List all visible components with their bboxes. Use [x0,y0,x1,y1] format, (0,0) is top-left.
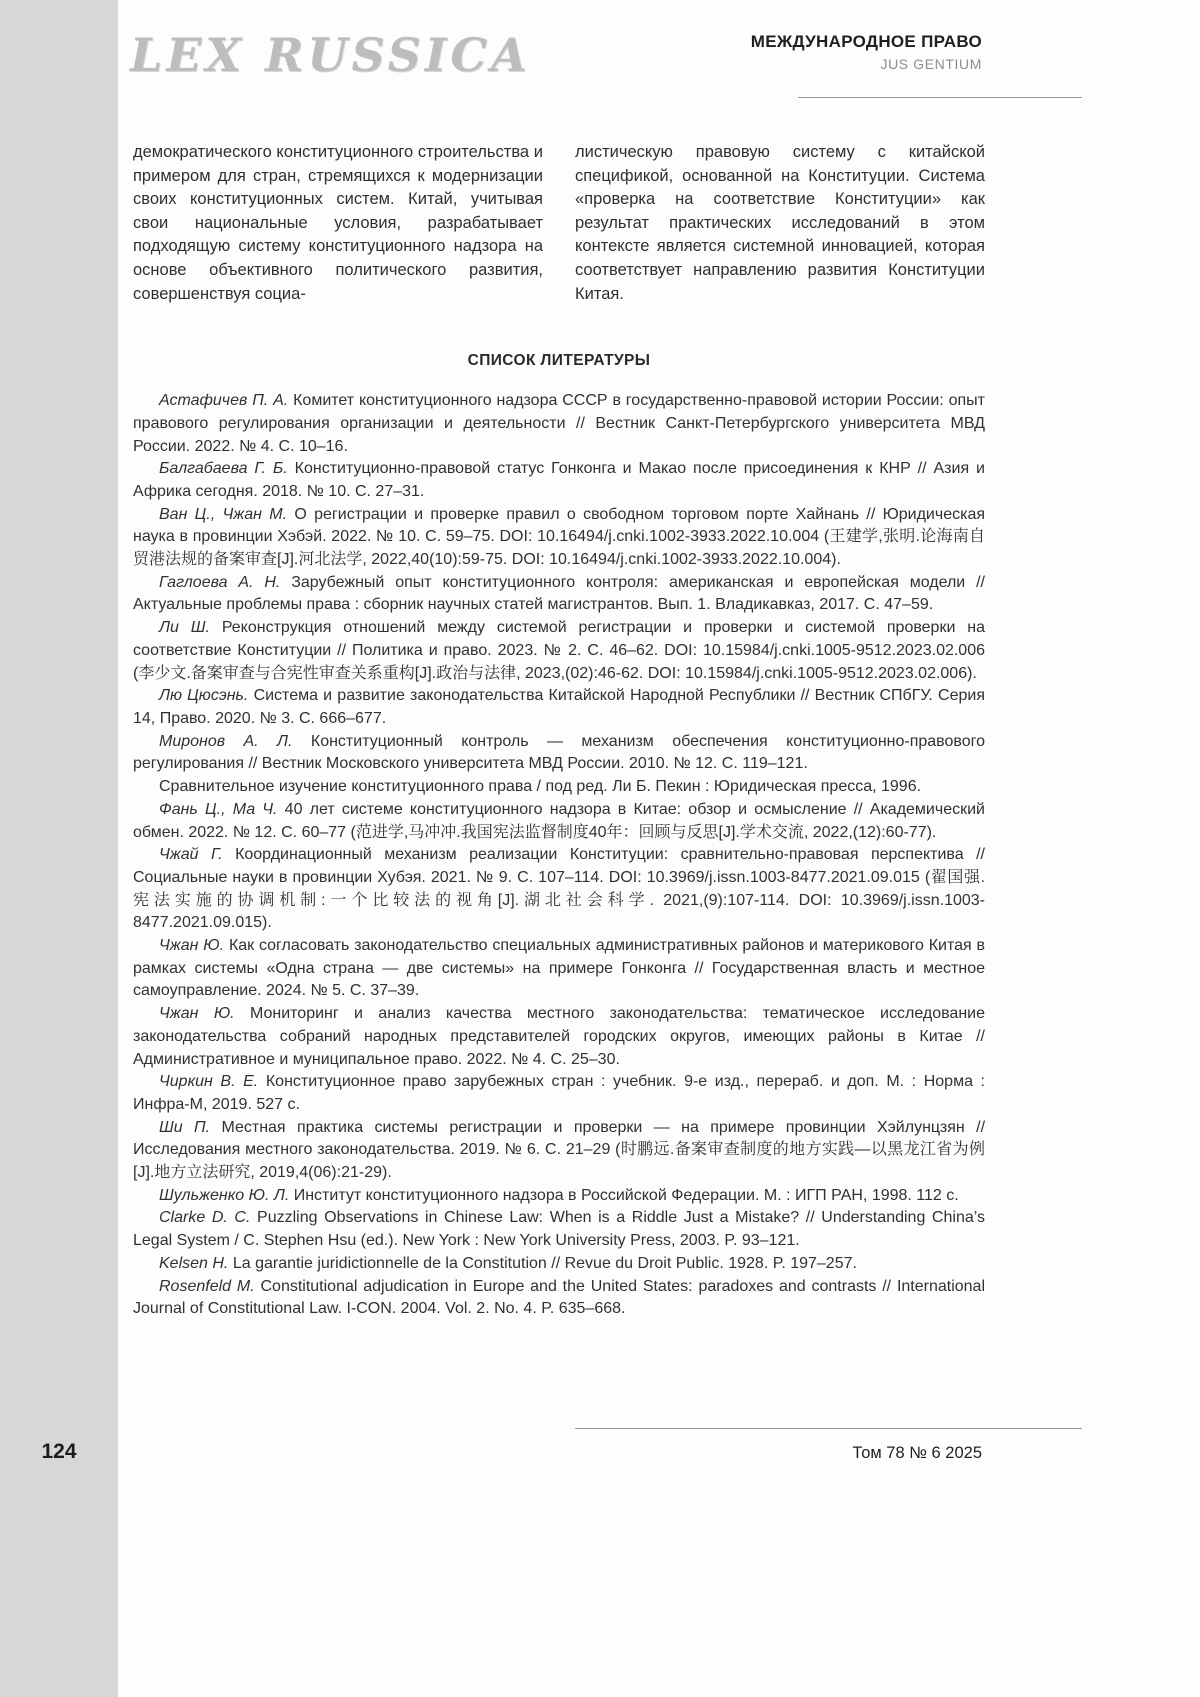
reference-text: Комитет конституционного надзора СССР в государственно-правовой истории России: опыт правового регулирования организации и деятельности // Вестник Санкт-Петербургского университета МВД России. 2022. № 4. С. 10–16. [133,392,985,455]
reference-author: Rosenfeld M. [159,1277,255,1295]
reference-entry [133,685,985,730]
reference-author: Чжай Г. [159,846,223,864]
references-list [133,390,985,1321]
reference-text: О регистрации и проверке правил о свободном торговом порте Хайнань // Юридическая наука в провинции Хэбэй. 2022. № 10. С. 59–75. DOI: 10.16494/j.cnki.1002-3933.2022.10.004 (王建学,张明.论海南自贸港法规的备案审查[J].河北法学, 2022,40(10):59-75. DOI: 10.16494/j.cnki.1002-3933.2022.10.004). [133,505,986,569]
section-header [751,32,982,72]
reference-entry [133,1117,985,1185]
reference-entry [133,844,985,935]
reference-text: Мониторинг и анализ качества местного законодательства: тематическое исследование законодательства собраний народных представителей городских округов, имеющих районы в Китае // Административное и муниципальное право. 2022. № 4. С. 25–30. [133,1005,986,1068]
reference-entry [133,617,985,685]
reference-text: Конституционный контроль — механизм обеспечения конституционно-правового регулирования // Вестник Московского университета МВД России. 2010. № 12. С. 119–121. [133,732,985,773]
reference-text: 40 лет системе конституционного надзора в Китае: обзор и осмысление // Академический обмен. 2022. № 12. С. 60–77 (范进学,马冲冲.我国宪法监督制度40年：回顾与反思[J].学术交流, 2022,(12):60-77). [133,800,985,841]
reference-text: Конституционное право зарубежных стран : учебник. 9-е изд., перераб. и доп. М. : Норма : Инфра-М, 2019. 527 с. [133,1073,986,1113]
reference-entry [133,390,985,458]
reference-entry [133,1185,985,1208]
page-number: 124 [41,1440,77,1463]
reference-author: Астафичев П. А. [159,392,289,410]
reference-entry [133,1071,985,1116]
reference-text: Институт конституционного надзора в Российской Федерации. М. : ИГП РАН, 1998. 112 с. [293,1186,959,1204]
reference-text: Puzzling Observations in Chinese Law: When is a Riddle Just a Mistake? // Understanding China’s Legal System / C. Stephen Hsu (ed.). New York : New York University Press, 2003. P. 93–121. [133,1209,986,1250]
reference-text: Конституционно-правовой статус Гонконга и Макао после присоединения к КНР // Азия и Африка сегодня. 2018. № 10. С. 27–31. [133,460,985,500]
section-title-russian: МЕЖДУНАРОДНОЕ ПРАВО [750,32,982,51]
header-divider [798,97,1082,98]
reference-text: Зарубежный опыт конституционного контроля: американская и европейская модели // Актуальные проблемы права : сборник научных статей магистрантов. Вып. 1. Владикавказ, 2017. С. 47–59. [133,573,985,614]
intro-two-column-text [133,141,985,306]
reference-author: Лю Цюсэнь. [159,687,249,705]
reference-author: Чжан Ю. [159,937,225,955]
reference-author: Clarke D. C. [159,1209,251,1227]
reference-text: Координационный механизм реализации Конституции: сравнительно-правовая перспектива // Социальные науки в провинции Хубэя. 2021. № 9. С. 107–114. DOI: 10.3969/j.issn.1003-8477.2021.09.015 (翟国强.宪法实施的协调机制:一个比较法的视角[J].湖北社会科学. 2021,(9):107-114. DOI: 10.3969/j.issn.1003-8477.2021.09.015). [133,846,985,932]
bibliography-title: СПИСОК ЛИТЕРАТУРЫ [467,352,651,370]
section-title-latin: JUS GENTIUM [880,56,982,72]
reference-author: Миронов А. Л. [159,732,293,750]
reference-entry [133,1207,985,1252]
reference-entry [133,504,985,572]
reference-entry [133,935,985,1003]
intro-right-column: листическую правовую систему с китайской спецификой, основанной на Конституции. Система «проверка на соответствие Конституции» как результат практических исследований в этом контексте является системной инновацией, которая соответствует направлению развития Конституции Китая. [575,143,985,303]
reference-author: Ли Ш. [159,619,210,637]
reference-author: Балгабаева Г. Б. [159,460,288,478]
reference-text: Местная практика системы регистрации и проверки — на примере провинции Хэйлунцзян // Исследования местного законодательства. 2019. № 6. С. 21–29 (时鹏远.备案审查制度的地方实践—以黑龙江省为例[J].地方立法研究, 2019,4(06):21-29). [133,1118,986,1182]
reference-entry [133,799,985,844]
reference-author: Фань Ц., Ма Ч. [159,800,278,818]
reference-entry [133,1276,985,1321]
reference-entry [133,731,985,776]
reference-entry [133,776,985,799]
volume-issue-label: Том 78 № 6 2025 [852,1444,982,1462]
reference-entry [133,1253,985,1276]
reference-text: Как согласовать законодательство специальных административных районов и материкового Китая в рамках системы «Одна страна — две системы» на примере Гонконга // Государственная власть и местное самоуправление. 2024. № 5. С. 37–39. [133,937,986,1000]
journal-logo: LEX RUSSICA [130,28,531,82]
reference-author: Чжан Ю. [159,1005,235,1023]
reference-author: Чиркин В. Е. [159,1073,259,1091]
reference-author: Гаглоева А. Н. [159,573,281,591]
reference-text: Constitutional adjudication in Europe and the United States: paradoxes and contrasts // International Journal of Constitutional Law. I-CON. 2004. Vol. 2. No. 4. P. 635–668. [133,1277,986,1318]
page-content [133,141,985,1321]
reference-entry [133,1003,985,1071]
reference-author: Шульженко Ю. Л. [159,1186,290,1204]
reference-entry [133,572,985,617]
reference-text: Система и развитие законодательства Китайской Народной Республики // Вестник СПбГУ. Серия 14, Право. 2020. № 3. С. 666–677. [133,687,986,727]
reference-author: Kelsen H. [159,1254,229,1272]
reference-author: Ван Ц., Чжан М. [159,505,288,523]
intro-left-column: демократического конституционного строительства и примером для стран, стремящихся к модернизации своих конституционных систем. Китай, учитывая свои национальные условия, разрабатывает подходящую систему конституционного надзора на основе объективного политического развития, совершенствуя социа- [133,143,543,303]
reference-entry [133,458,985,503]
reference-text: La garantie juridictionnelle de la Constitution // Revue du Droit Public. 1928. P. 197–257. [232,1254,857,1272]
reference-text: Реконструкция отношений между системой регистрации и проверки и системой проверки на соответствие Конституции // Политика и право. 2023. № 2. С. 46–62. DOI: 10.15984/j.cnki.1005-9512.2023.02.006 (李少文.备案审查与合宪性审查关系重构[J].政治与法律, 2023,(02):46-62. DOI: 10.15984/j.cnki.1005-9512.2023.02.006). [133,619,986,682]
reference-author: Ши П. [159,1118,211,1136]
footer-divider [575,1428,1082,1429]
reference-text: Сравнительное изучение конституционного права / под ред. Ли Б. Пекин : Юридическая пресса, 1996. [159,778,922,796]
